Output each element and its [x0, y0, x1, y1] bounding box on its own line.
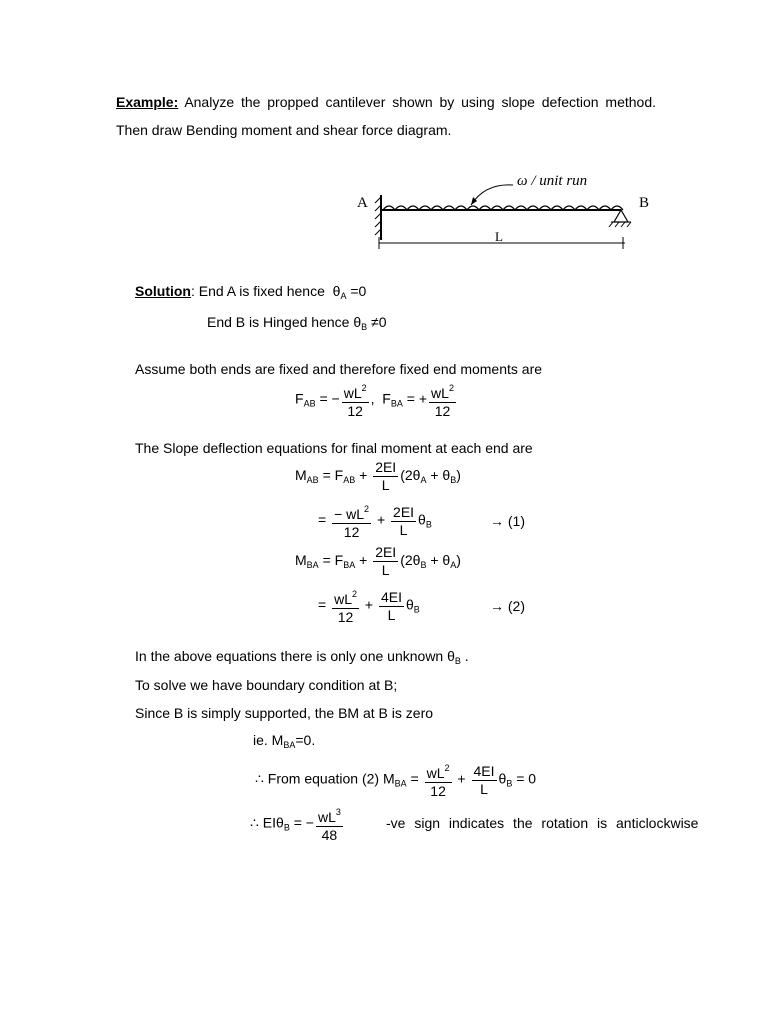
mab-expanded-equation: = $\frac{- wL^2}{12}$ + $\frac{2EI}{L}$ $\theta_B$ [318, 501, 432, 541]
span-label: L [495, 229, 503, 244]
assume-text: Assume both ends are fixed and therefore fixed end moments are [135, 361, 543, 377]
result-equation: ∴ EIθ$_B$ = − $\frac{wL^3}{48}$ [250, 804, 345, 844]
slope-deflection-text: The Slope deflection equations for final moment at each end are [135, 440, 533, 456]
since-text: Since B is simply supported, the BM at B is zero [135, 705, 434, 721]
example-label: Example: [116, 94, 179, 110]
equation-tag-2: → (2) [490, 598, 525, 614]
unknown-text: In the above equations there is only one unknown $\theta_B$ . [135, 648, 469, 666]
end-a-label: A [357, 195, 368, 211]
load-label: ω / unit run [517, 173, 588, 189]
ie-text: ie. $M_{BA}=0$. [253, 732, 316, 750]
solution-label: Solution [135, 283, 191, 299]
from-equation-2: ∴ From equation (2) $M_{BA}$ = $\frac{wL^2}{12}$ + $\frac{4EI}{L}$ $\theta_B = 0$ [255, 760, 536, 800]
solution-line-1: Solution: End A is fixed hence $\theta_A =0$ [135, 283, 367, 301]
mab-equation: $M_{AB} = F_{AB}$ + $\frac{2EI}{L}$ $(2\theta_A + \theta_B)$ [295, 459, 461, 493]
result-note: -ve sign indicates the rotation is anticlockwise [386, 815, 699, 831]
solution-line-2: End B is Hinged hence $\theta_B \ne 0$ [207, 314, 387, 332]
fixed-end-moments-equation: $F_{AB}$ = − $\frac{wL^2}{12}$ , $F_{BA}$ = + $\frac{wL^2}{12}$ [295, 380, 458, 420]
end-b-label: B [639, 195, 650, 211]
mba-equation: $M_{BA} = F_{BA}$ + $\frac{2EI}{L}$ $(2\theta_B + \theta_A)$ [295, 544, 461, 578]
example-paragraph [116, 88, 656, 144]
equation-tag-1: → (1) [490, 513, 525, 529]
example-text: Analyze the propped cantilever shown by using slope defection method. Then draw Bending moment and shear force diagram. [116, 94, 656, 138]
mba-expanded-equation: = $\frac{wL^2}{12}$ + $\frac{4EI}{L}$ $\theta_B$ [318, 586, 420, 626]
solve-text: To solve we have boundary condition at B; [135, 677, 398, 693]
propped-cantilever-figure [345, 165, 665, 260]
